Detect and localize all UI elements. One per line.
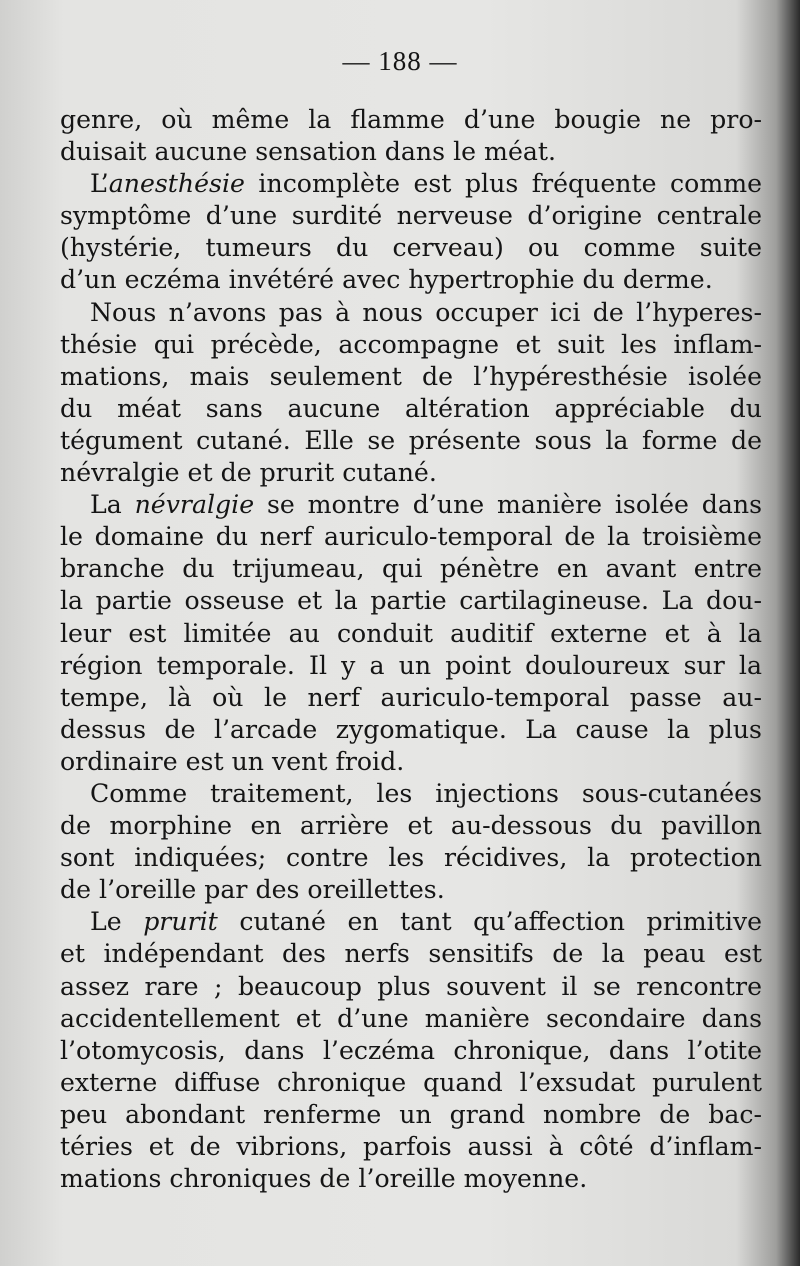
line-text: tégument cutané. Elle se présente sous la forme de bbox=[60, 425, 762, 455]
line-text: le domaine du nerf auriculo-temporal de la troisième bbox=[60, 522, 762, 552]
text-line bbox=[60, 264, 762, 296]
italic-term: prurit bbox=[143, 907, 218, 937]
line-prefix: La bbox=[90, 490, 135, 520]
text-line bbox=[60, 104, 762, 136]
line-text: ordinaire est un vent froid. bbox=[60, 746, 405, 776]
text-line bbox=[60, 329, 762, 361]
line-text: d’un eczéma invétéré avec hypertrophie du derme. bbox=[60, 265, 713, 295]
line-prefix: L’ bbox=[90, 169, 109, 199]
line-prefix: Le bbox=[90, 907, 144, 937]
text-line bbox=[60, 393, 762, 425]
text-line bbox=[60, 810, 762, 842]
text-line bbox=[60, 682, 762, 714]
line-text: de l’oreille par des oreillettes. bbox=[60, 875, 445, 905]
line-text: tempe, là où le nerf auriculo-temporal passe au- bbox=[60, 682, 762, 712]
text-line bbox=[60, 1035, 762, 1067]
line-text: et indépendant des nerfs sensitifs de la peau est bbox=[60, 939, 762, 969]
text-line bbox=[60, 425, 762, 457]
text-line bbox=[60, 618, 762, 650]
text-line bbox=[60, 971, 762, 1003]
line-text: Nous n’avons pas à nous occuper ici de l’hyperes- bbox=[90, 297, 762, 327]
line-text: thésie qui précède, accompagne et suit les inflam- bbox=[60, 329, 762, 359]
line-text: leur est limitée au conduit auditif externe et à la bbox=[60, 618, 762, 648]
text-line bbox=[60, 842, 762, 874]
line-text: région temporale. Il y a un point douloureux sur la bbox=[60, 650, 762, 680]
line-text: cutané en tant qu’affection primitive bbox=[217, 907, 763, 937]
line-text: se montre d’une manière isolée dans bbox=[254, 490, 762, 520]
line-text: la partie osseuse et la partie cartilagineuse. La dou- bbox=[60, 586, 762, 616]
line-text: externe diffuse chronique quand l’exsudat purulent bbox=[60, 1067, 762, 1097]
text-line bbox=[60, 1163, 762, 1195]
text-line bbox=[60, 1131, 762, 1163]
text-line bbox=[60, 297, 762, 329]
text-line bbox=[60, 1067, 762, 1099]
text-line bbox=[60, 1099, 762, 1131]
body-text bbox=[60, 104, 762, 1195]
line-text: Comme traitement, les injections sous-cutanées bbox=[90, 778, 762, 808]
line-text: assez rare ; beaucoup plus souvent il se rencontre bbox=[60, 971, 762, 1001]
text-line bbox=[60, 714, 762, 746]
text-line bbox=[60, 585, 762, 617]
text-line bbox=[60, 938, 762, 970]
text-line bbox=[60, 521, 762, 553]
line-text: sont indiquées; contre les récidives, la protection bbox=[60, 843, 762, 873]
text-line bbox=[60, 232, 762, 264]
text-line bbox=[60, 746, 762, 778]
line-text: incomplète est plus fréquente comme bbox=[244, 169, 762, 199]
line-text: accidentellement et d’une manière secondaire dans bbox=[60, 1003, 762, 1033]
text-line bbox=[60, 200, 762, 232]
line-text: (hystérie, tumeurs du cerveau) ou comme suite bbox=[60, 233, 762, 263]
italic-term: anesthésie bbox=[108, 169, 245, 199]
line-text: symptôme d’une surdité nerveuse d’origine centrale bbox=[60, 201, 762, 231]
text-line bbox=[60, 906, 762, 938]
line-text: mations chroniques de l’oreille moyenne. bbox=[60, 1164, 588, 1194]
line-text: peu abondant renferme un grand nombre de bac- bbox=[60, 1099, 762, 1129]
text-line bbox=[60, 874, 762, 906]
line-text: mations, mais seulement de l’hypéresthésie isolée bbox=[60, 361, 762, 391]
line-text: branche du trijumeau, qui pénètre en avant entre bbox=[60, 554, 762, 584]
text-line bbox=[60, 553, 762, 585]
text-line bbox=[60, 457, 762, 489]
line-text: névralgie et de prurit cutané. bbox=[60, 458, 437, 488]
italic-term: névralgie bbox=[134, 490, 255, 520]
text-line bbox=[60, 650, 762, 682]
line-text: téries et de vibrions, parfois aussi à côté d’inflam- bbox=[60, 1132, 762, 1161]
line-text: dessus de l’arcade zygomatique. La cause la plus bbox=[60, 714, 762, 744]
line-text: l’otomycosis, dans l’eczéma chronique, dans l’otite bbox=[60, 1035, 762, 1065]
page-number: — 188 — bbox=[342, 46, 458, 76]
line-text: du méat sans aucune altération appréciable du bbox=[60, 393, 762, 423]
text-line bbox=[60, 136, 762, 168]
line-text: genre, où même la flamme d’une bougie ne pro- bbox=[60, 105, 762, 134]
text-line bbox=[60, 1003, 762, 1035]
text-line bbox=[60, 361, 762, 393]
line-text: de morphine en arrière et au-dessous du pavillon bbox=[60, 811, 762, 841]
text-line bbox=[60, 778, 762, 810]
text-line bbox=[60, 489, 762, 521]
line-text: duisait aucune sensation dans le méat. bbox=[60, 137, 556, 167]
text-line bbox=[60, 168, 762, 200]
